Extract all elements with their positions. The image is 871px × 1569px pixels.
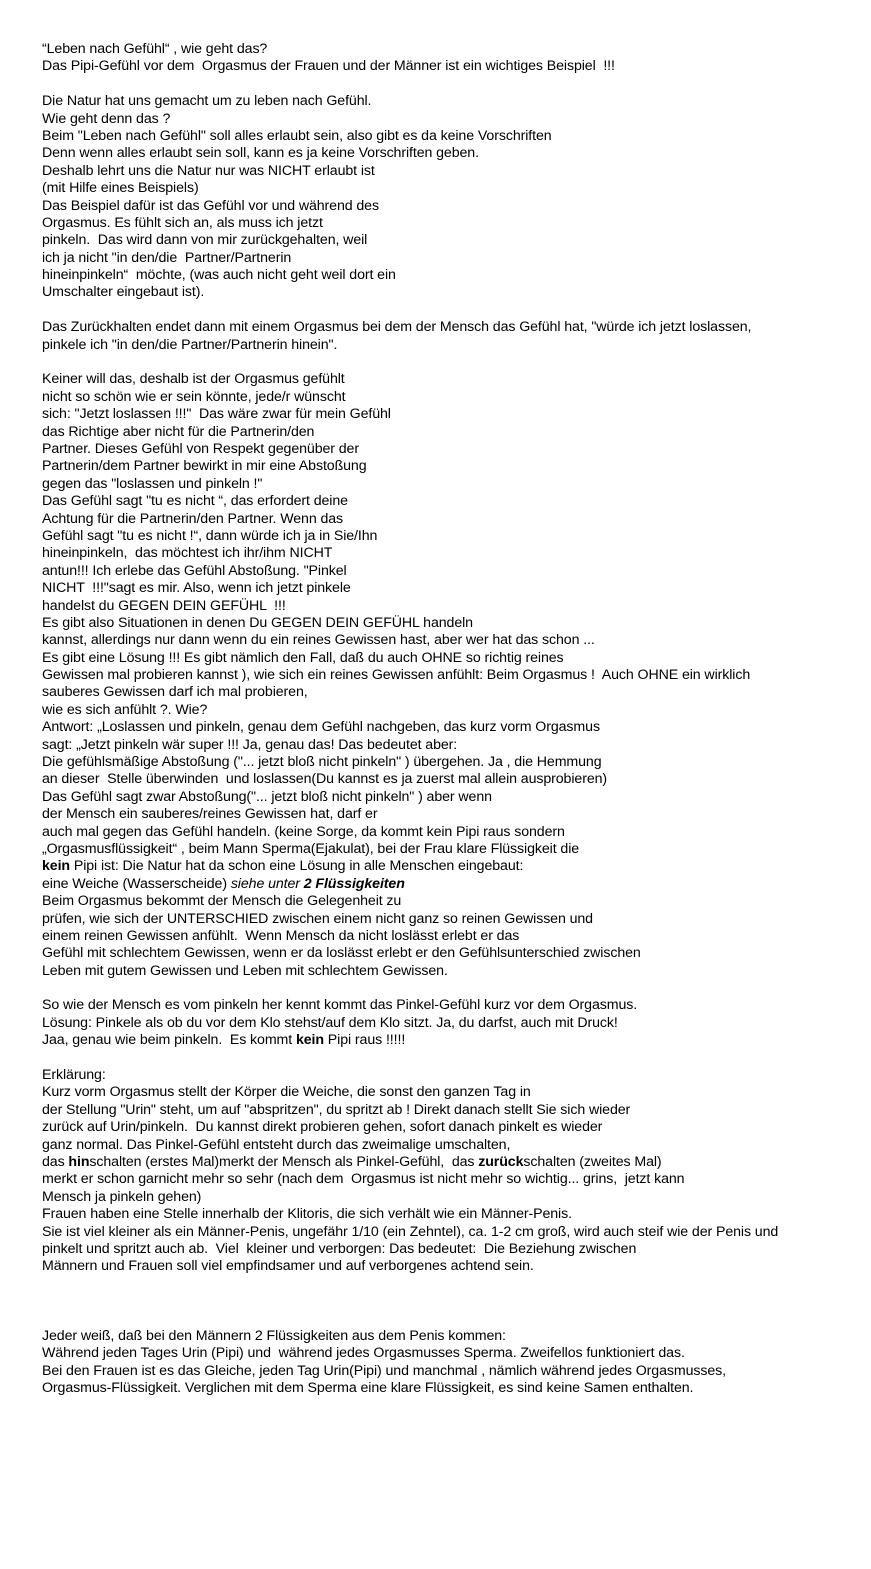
text-line: Die Natur hat uns gemacht um zu leben nach Gefühl. bbox=[42, 93, 372, 110]
text-line: Jeder weiß, daß bei den Männern 2 Flüssigkeiten aus dem Penis kommen: bbox=[42, 1327, 506, 1344]
text-line: Das Gefühl sagt zwar Abstoßung("... jetzt bloß nicht pinkeln" ) aber wenn bbox=[42, 788, 492, 805]
conscience-paragraph bbox=[42, 371, 842, 858]
text-line: merkt er schon garnicht mehr so sehr (nach dem Orgasmus ist nicht mehr so wichtig... grins, jetzt kann bbox=[42, 1171, 685, 1188]
text-line: Männern und Frauen soll viel empfindsamer und auf verborgenes achtend sein. bbox=[42, 1258, 534, 1275]
text-line: hineinpinkeln, das möchtest ich ihr/ihm NICHT bbox=[42, 545, 333, 562]
text-line: pinkele ich "in den/die Partner/Partnerin hinein". bbox=[42, 336, 338, 353]
text-line: Leben mit gutem Gewissen und Leben mit schlechtem Gewissen. bbox=[42, 962, 448, 979]
solution-paragraph bbox=[42, 997, 842, 1032]
text-line: handelst du GEGEN DEIN GEFÜHL !!! bbox=[42, 597, 286, 614]
text-line: pinkeln. Das wird dann von mir zurückgehalten, weil bbox=[42, 232, 368, 249]
text-line: kannst, allerdings nur dann wenn du ein reines Gewissen hast, aber wer hat das schon ... bbox=[42, 632, 595, 649]
text-line: der Mensch ein sauberes/reines Gewissen hat, darf er bbox=[42, 806, 378, 823]
hinschalten-line: das hinschalten (erstes Mal)merkt der Mensch als Pinkel-Gefühl, das zurückschalten (zweites Mal) bbox=[42, 1154, 662, 1170]
explanation-continued-paragraph bbox=[42, 1171, 842, 1275]
jaa-line: Jaa, genau wie beim pinkeln. Es kommt kein Pipi raus !!!!! bbox=[42, 1032, 406, 1049]
text-line: Wie geht denn das ? bbox=[42, 110, 171, 127]
text-line: Es gibt eine Lösung !!! Es gibt nämlich den Fall, daß du auch OHNE so richtig reines bbox=[42, 649, 564, 666]
text-line: Orgasmus. Es fühlt sich an, als muss ich jetzt bbox=[42, 214, 323, 231]
weiche-line: eine Weiche (Wasserscheide) siehe unter 2 Flüssigkeiten bbox=[42, 875, 405, 892]
text-line: Orgasmus-Flüssigkeit. Verglichen mit dem Sperma eine klare Flüssigkeit, es sind keine Samen enthalten. bbox=[42, 1380, 694, 1397]
nature-paragraph bbox=[42, 93, 842, 302]
text-line: Bei den Frauen ist es das Gleiche, jeden Tag Urin(Pipi) und manchmal , nämlich während jedes Orgasmusses, bbox=[42, 1362, 726, 1379]
text-line: ganz normal. Das Pinkel-Gefühl entsteht durch das zweimalige umschalten, bbox=[42, 1136, 511, 1153]
text-line: Deshalb lehrt uns die Natur nur was NICHT erlaubt ist bbox=[42, 162, 375, 179]
text-line: Das Beispiel dafür ist das Gefühl vor und während des bbox=[42, 197, 379, 214]
text-line: Gefühl sagt "tu es nicht !“, dann würde ich ja in Sie/Ihn bbox=[42, 527, 378, 544]
text-line: antun!!! Ich erlebe das Gefühl Abstoßung. "Pinkel bbox=[42, 562, 347, 579]
text-line: Das Pipi-Gefühl vor dem Orgasmus der Frauen und der Männer ist ein wichtiges Beispiel !!! bbox=[42, 58, 615, 75]
text-line: Lösung: Pinkele als ob du vor dem Klo stehst/auf dem Klo sitzt. Ja, du darfst, auch mit Druck! bbox=[42, 1014, 618, 1031]
text-line: Die gefühlsmäßige Abstoßung ("... jetzt bloß nicht pinkeln" ) übergehen. Ja , die Hemmung bbox=[42, 754, 602, 771]
text-line: So wie der Mensch es vom pinkeln her kennt kommt das Pinkel-Gefühl kurz vor dem Orgasmus. bbox=[42, 997, 638, 1014]
difference-paragraph bbox=[42, 893, 842, 980]
text-line: nicht so schön wie er sein könnte, jede/r wünscht bbox=[42, 388, 346, 405]
text-line: gegen das "loslassen und pinkeln !" bbox=[42, 475, 263, 492]
text-line: Partner. Dieses Gefühl von Respekt gegenüber der bbox=[42, 440, 359, 457]
text-line: Beim Orgasmus bekommt der Mensch die Gelegenheit zu bbox=[42, 893, 402, 910]
text-line: Partnerin/dem Partner bewirkt in mir eine Abstoßung bbox=[42, 458, 367, 475]
text-line: Umschalter eingebaut ist). bbox=[42, 284, 205, 301]
kein-pipi-line: kein Pipi ist: Die Natur hat da schon eine Lösung in alle Menschen eingebaut: bbox=[42, 858, 524, 875]
text-line: NICHT !!!"sagt es mir. Also, wenn ich jetzt pinkele bbox=[42, 580, 351, 597]
text-line: prüfen, wie sich der UNTERSCHIED zwischen einem nicht ganz so reinen Gewissen und bbox=[42, 910, 593, 927]
text-line: der Stellung "Urin" steht, um auf "abspritzen", du spritzt ab ! Direkt danach stellt Sie sich wieder bbox=[42, 1101, 631, 1118]
text-line: sauberes Gewissen darf ich mal probieren, bbox=[42, 684, 308, 701]
text-line: ich ja nicht "in den/die Partner/Partnerin bbox=[42, 249, 292, 266]
text-line: Achtung für die Partnerin/den Partner. Wenn das bbox=[42, 510, 344, 527]
text-line: sich: "Jetzt loslassen !!!" Das wäre zwar für mein Gefühl bbox=[42, 406, 391, 423]
text-line: (mit Hilfe eines Beispiels) bbox=[42, 180, 199, 197]
text-line: Sie ist viel kleiner als ein Männer-Penis, ungefähr 1/10 (ein Zehntel), ca. 1-2 cm groß, wird auch steif wie der Penis und bbox=[42, 1223, 779, 1240]
text-line: “Leben nach Gefühl“ , wie geht das? bbox=[42, 41, 268, 57]
explanation-paragraph bbox=[42, 1067, 842, 1154]
text-line: Gefühl mit schlechtem Gewissen, wenn er da loslässt erlebt er den Gefühlsunterschied zwischen bbox=[42, 945, 641, 962]
text-line: Antwort: „Loslassen und pinkeln, genau dem Gefühl nachgeben, das kurz vorm Orgasmus bbox=[42, 719, 600, 736]
holding-back-paragraph bbox=[42, 319, 842, 354]
text-line: Das Gefühl sagt "tu es nicht “, das erfordert deine bbox=[42, 493, 348, 510]
text-line: Frauen haben eine Stelle innerhalb der Klitoris, die sich verhält wie ein Männer-Penis. bbox=[42, 1206, 572, 1223]
text-line: pinkelt und spritzt auch ab. Viel kleiner und verborgen: Das bedeutet: Die Beziehung zwischen bbox=[42, 1240, 637, 1257]
text-line: das Richtige aber nicht für die Partnerin/den bbox=[42, 423, 315, 440]
two-fluids-paragraph bbox=[42, 1328, 842, 1398]
text-line: hineinpinkeln“ möchte, (was auch nicht geht weil dort ein bbox=[42, 267, 396, 284]
text-line: Beim "Leben nach Gefühl" soll alles erlaubt sein, also gibt es da keine Vorschriften bbox=[42, 127, 552, 144]
text-line: wie es sich anfühlt ?. Wie? bbox=[42, 701, 208, 718]
text-line: zurück auf Urin/pinkeln. Du kannst direkt probieren gehen, sofort danach pinkelt es wieder bbox=[42, 1119, 603, 1136]
text-line: einem reinen Gewissen anfühlt. Wenn Mensch da nicht loslässt erlebt er das bbox=[42, 927, 520, 944]
intro-paragraph bbox=[42, 41, 842, 76]
text-line: Gewissen mal probieren kannst ), wie sich ein reines Gewissen anfühlt: Beim Orgasmus ! Auch OHNE ein wirklich bbox=[42, 667, 751, 684]
text-line: Keiner will das, deshalb ist der Orgasmus gefühlt bbox=[42, 371, 345, 388]
text-line: auch mal gegen das Gefühl handeln. (keine Sorge, da kommt kein Pipi raus sondern bbox=[42, 823, 565, 840]
text-line: sagt: „Jetzt pinkeln wär super !!! Ja, genau das! Das bedeutet aber: bbox=[42, 736, 458, 753]
text-line: Während jeden Tages Urin (Pipi) und während jedes Orgasmusses Sperma. Zweifellos funktioniert das. bbox=[42, 1345, 685, 1362]
text-line: Es gibt also Situationen in denen Du GEGEN DEIN GEFÜHL handeln bbox=[42, 614, 473, 631]
document-body bbox=[42, 41, 842, 1397]
text-line: Das Zurückhalten endet dann mit einem Orgasmus bei dem der Mensch das Gefühl hat, "würde ich jetzt loslassen, bbox=[42, 319, 752, 336]
text-line: Erklärung: bbox=[42, 1067, 106, 1084]
text-line: an dieser Stelle überwinden und loslassen(Du kannst es ja zuerst mal allein ausprobieren) bbox=[42, 771, 608, 788]
text-line: „Orgasmusflüssigkeit“ , beim Mann Sperma(Ejakulat), bei der Frau klare Flüssigkeit die bbox=[42, 840, 580, 857]
text-line: Mensch ja pinkeln gehen) bbox=[42, 1188, 202, 1205]
text-line: Denn wenn alles erlaubt sein soll, kann es ja keine Vorschriften geben. bbox=[42, 145, 479, 162]
text-line: Kurz vorm Orgasmus stellt der Körper die Weiche, die sonst den ganzen Tag in bbox=[42, 1084, 531, 1101]
